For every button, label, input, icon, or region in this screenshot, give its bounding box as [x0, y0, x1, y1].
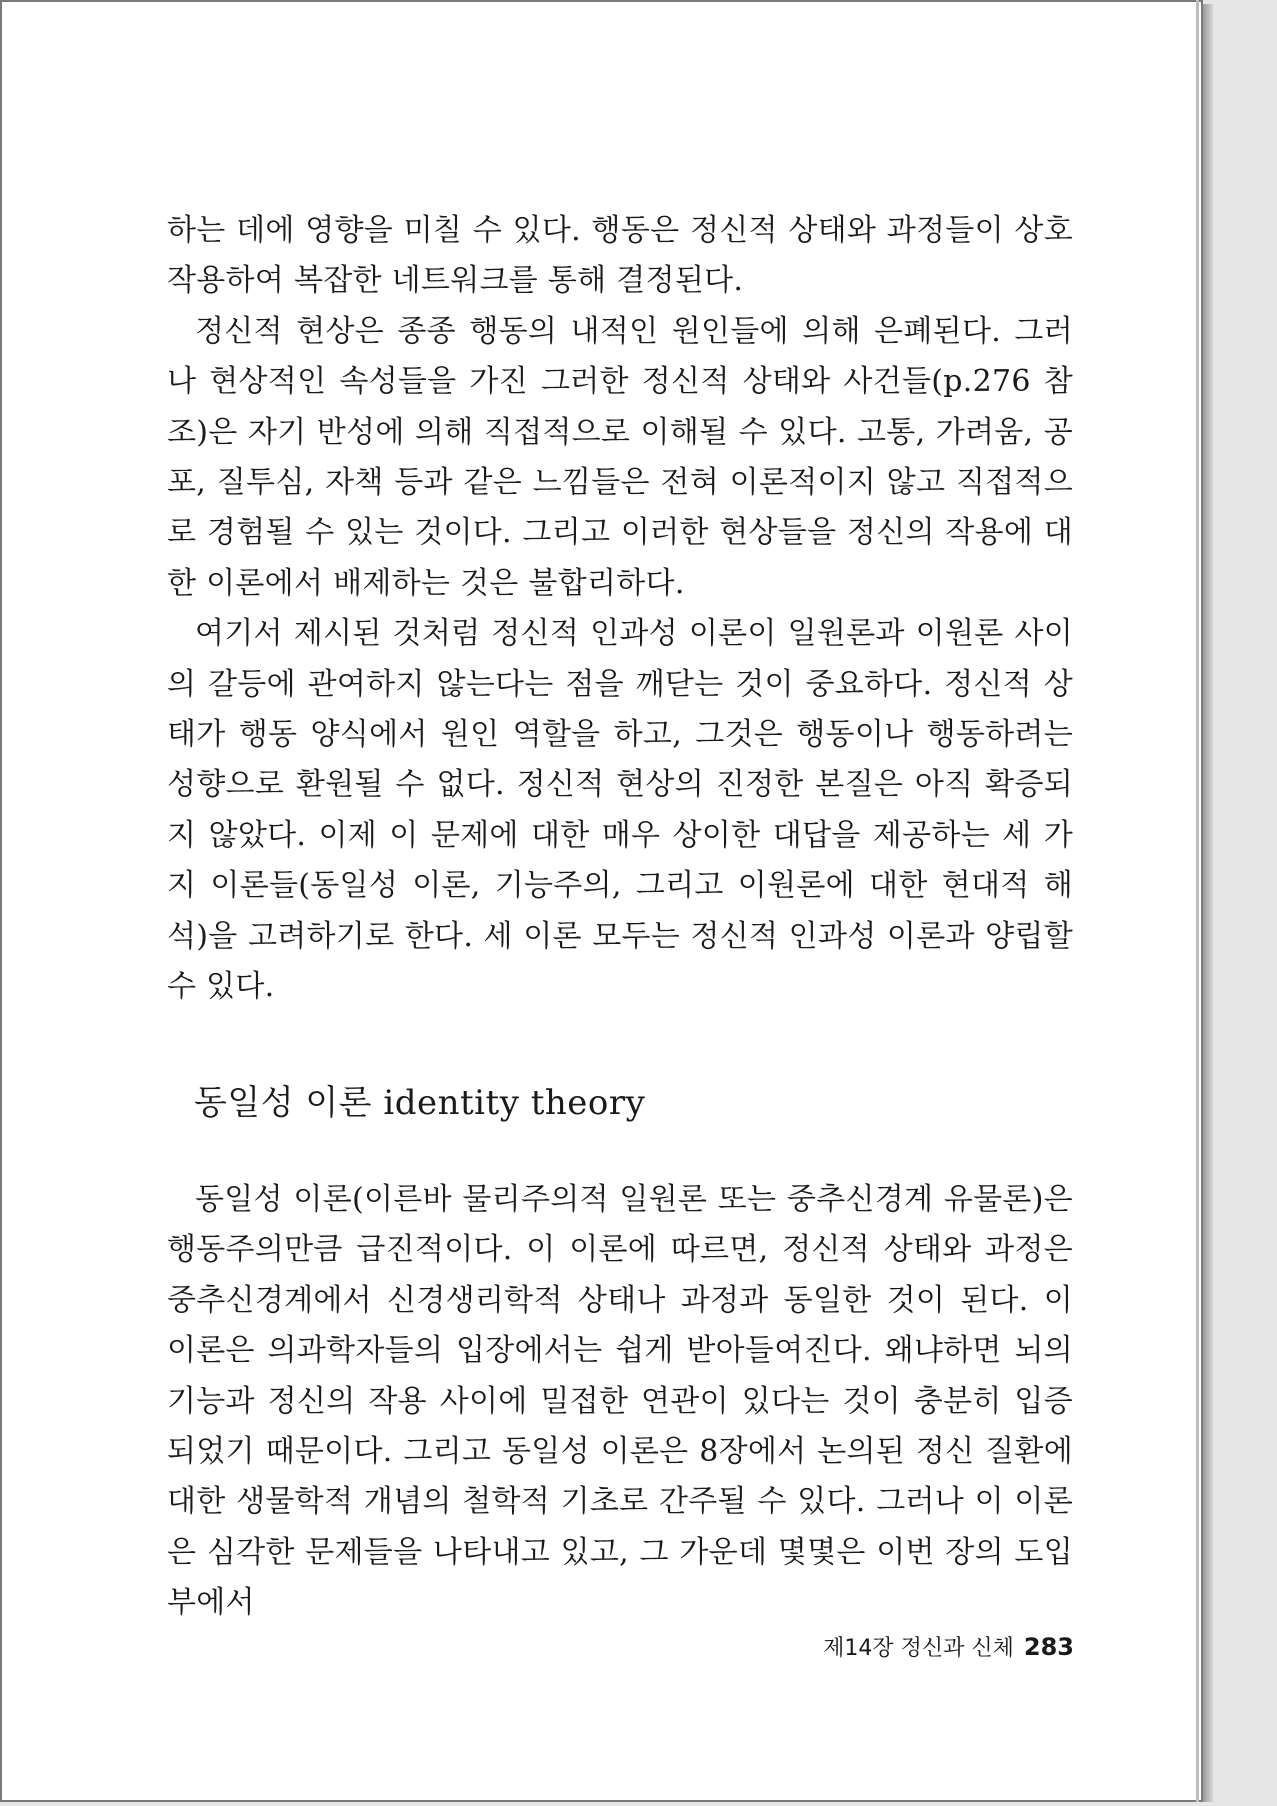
body-text-top: [167, 206, 1073, 1013]
paragraph: 동일성 이론(이른바 물리주의적 일원론 또는 중추신경계 유물론)은 행동주의만큼 급진적이다. 이 이론에 따르면, 정신적 상태와 과정은 중추신경계에서 신경생리학적 상태나 과정과 동일한 것이 된다. 이 이론은 의과학자들의 입장에서는 쉽게 받아들여진다. 왜냐하면 뇌의 기능과 정신의 작용 사이에 밀접한 연관이 있다는 것이 충분히 입증되었기 때문이다. 그리고 동일성 이론은 8장에서 논의된 정신 질환에 대한 생물학적 개념의 철학적 기초로 간주될 수 있다. 그러나 이 이론은 심각한 문제들을 나타내고 있고, 그 가운데 몇몇은 이번 장의 도입부에서: [167, 1182, 1073, 1621]
paragraph-continued: 하는 데에 영향을 미칠 수 있다. 행동은 정신적 상태와 과정들이 상호작용하여 복잡한 네트워크를 통해 결정된다.: [167, 213, 1073, 299]
page-edge: [1196, 0, 1199, 1802]
running-footer-chapter: 제14장 정신과 신체: [823, 1636, 1014, 1661]
page-footer: [700, 1630, 1074, 1666]
page-number: 283: [1023, 1633, 1074, 1661]
body-text-bottom: [167, 1175, 1073, 1629]
page-shadow: [1203, 4, 1213, 1802]
section-heading: 동일성 이론 identity theory: [194, 1083, 646, 1123]
paragraph: 정신적 현상은 종종 행동의 내적인 원인들에 의해 은폐된다. 그러나 현상적인 속성들을 가진 그러한 정신적 상태와 사건들(p.276 참조)은 자기 반성에 의해 직접적으로 이해될 수 있다. 고통, 가려움, 공포, 질투심, 자책 등과 같은 느낌들은 전혀 이론적이지 않고 직접적으로 경험될 수 있는 것이다. 그리고 이러한 현상들을 정신의 작용에 대한 이론에서 배제하는 것은 불합리하다.: [167, 313, 1073, 601]
paragraph: 여기서 제시된 것처럼 정신적 인과성 이론이 일원론과 이원론 사이의 갈등에 관여하지 않는다는 점을 깨닫는 것이 중요하다. 정신적 상태가 행동 양식에서 원인 역할을 하고, 그것은 행동이나 행동하려는 성향으로 환원될 수 없다. 정신적 현상의 진정한 본질은 아직 확증되지 않았다. 이제 이 문제에 대한 매우 상이한 대답을 제공하는 세 가지 이론들(동일성 이론, 기능주의, 그리고 이원론에 대한 현대적 해석)을 고려하기로 한다. 세 이론 모두는 정신적 인과성 이론과 양립할 수 있다.: [167, 616, 1073, 1005]
